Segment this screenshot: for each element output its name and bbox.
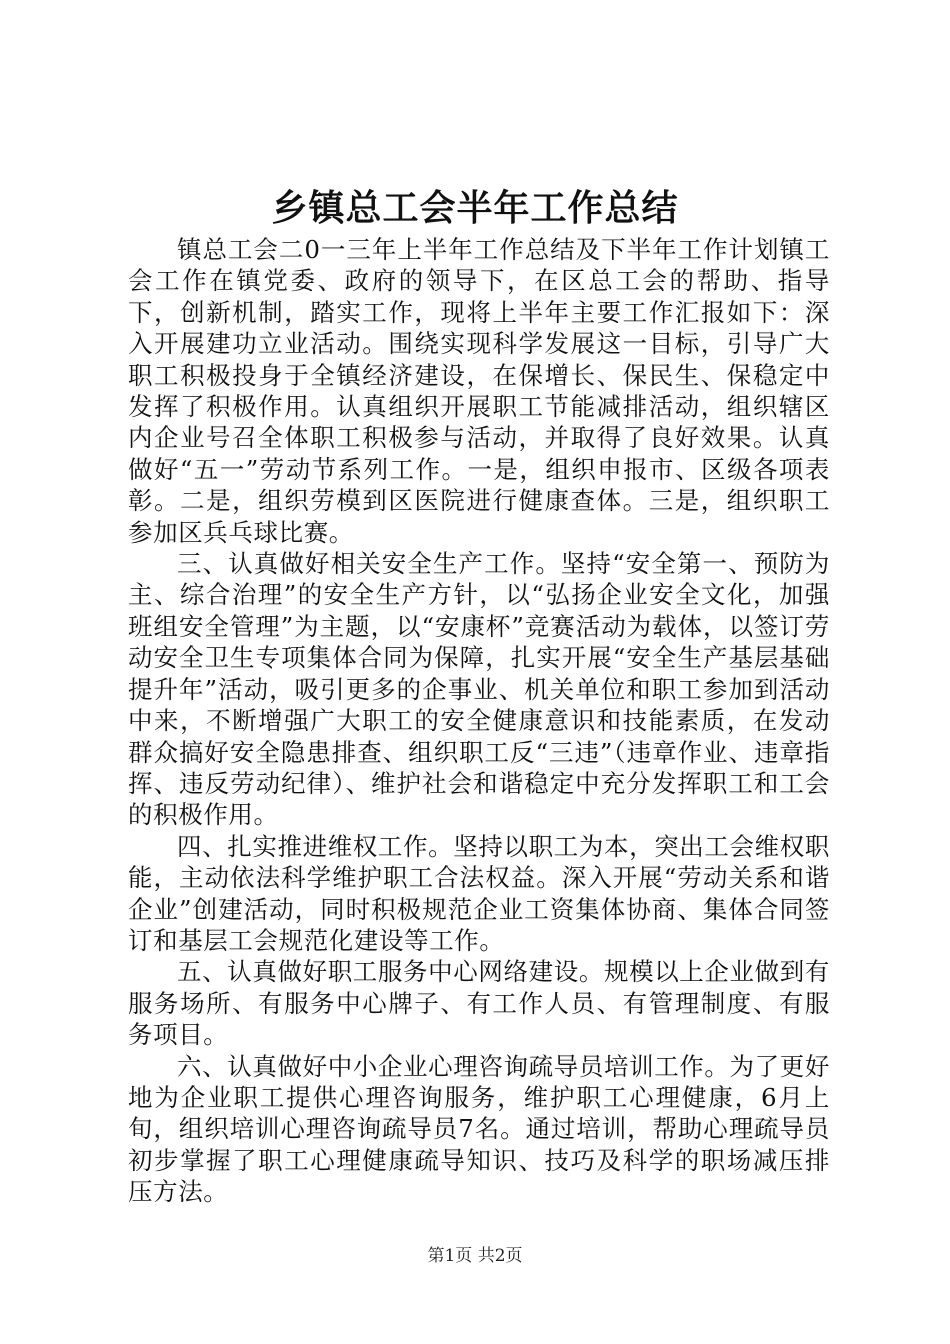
paragraph-counselor-training: 六、认真做好中小企业心理咨询疏导员培训工作。为了更好地为企业职工提供心理咨询服务，维护职工心理健康，6月上旬，组织培训心理咨询疏导员7名。通过培训，帮助心理疏导员初步掌握了职工心理健康疏导知识、技巧及科学的职场减压排压方法。: [128, 1051, 830, 1207]
page-number-footer: 第1页 共2页: [427, 1246, 523, 1266]
paragraph-intro: 镇总工会二0一三年上半年工作总结及下半年工作计划镇工会工作在镇党委、政府的领导下，在区总工会的帮助、指导下，创新机制，踏实工作，现将上半年主要工作汇报如下：深入开展建功立业活动。围绕实现科学发展这一目标，引导广大职工积极投身于全镇经济建设，在保增长、保民生、保稳定中发挥了积极作用。认真组织开展职工节能减排活动，组织辖区内企业号召全体职工积极参与活动，并取得了良好效果。认真做好“五一”劳动节系列工作。一是，组织申报市、区级各项表彰。二是，组织劳模到区医院进行健康查体。三是，组织职工参加区兵乓球比赛。: [128, 235, 830, 547]
paragraph-safety-production: 三、认真做好相关安全生产工作。坚持“安全第一、预防为主、综合治理”的安全生产方针，以“弘扬企业安全文化，加强班组安全管理”为主题，以“安康杯”竞赛活动为载体，以签订劳动安全卫生专项集体合同为保障，扎实开展“安全生产基层基础提升年”活动，吸引更多的企事业、机关单位和职工参加到活动中来，不断增强广大职工的安全健康意识和技能素质，在发动群众搞好安全隐患排查、组织职工反“三违”（违章作业、违章指挥、违反劳动纪律）、维护社会和谐稳定中充分发挥职工和工会的积极作用。: [128, 549, 830, 830]
document-body: [128, 234, 830, 1208]
paragraph-service-center: 五、认真做好职工服务中心网络建设。规模以上企业做到有服务场所、有服务中心牌子、有工作人员、有管理制度、有服务项目。: [128, 957, 830, 1050]
document-title: 乡镇总工会半年工作总结: [271, 187, 679, 229]
paragraph-rights-protection: 四、扎实推进维权工作。坚持以职工为本，突出工会维权职能，主动依法科学维护职工合法权益。深入开展“劳动关系和谐企业”创建活动，同时积极规范企业工资集体协商、集体合同签订和基层工会规范化建设等工作。: [128, 831, 830, 955]
